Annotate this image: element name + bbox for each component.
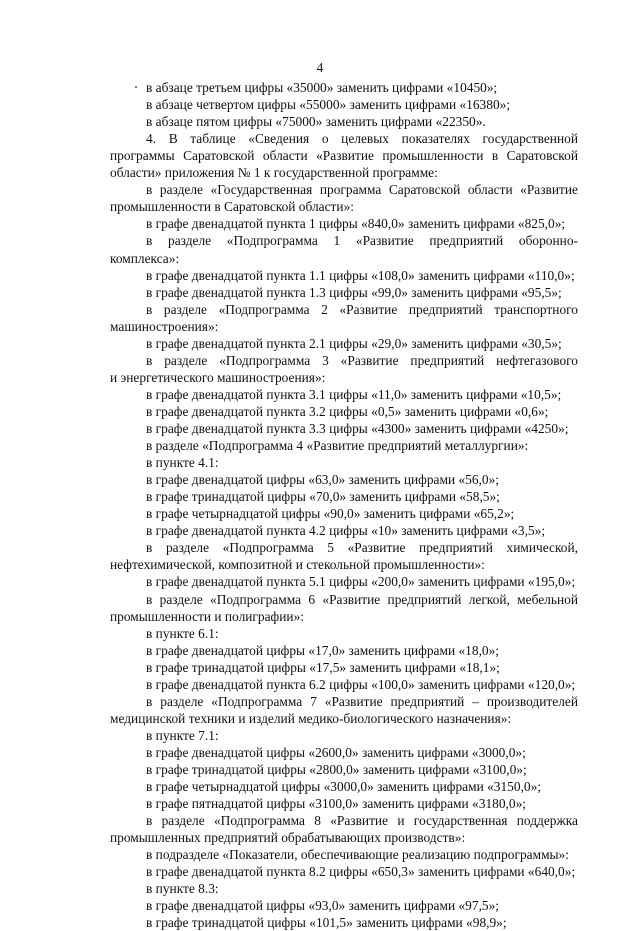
- text-line: в графе тринадцатой цифры «70,0» заменить цифрами «58,5»;: [146, 489, 500, 505]
- text-line: в графе двенадцатой пункта 3.2 цифры «0,5» заменить цифрами «0,6»;: [146, 403, 549, 419]
- scan-speck: [135, 86, 137, 88]
- page-number: 4: [316, 60, 324, 75]
- text-line: в графе двенадцатой пункта 5.1 цифры «200,0» заменить цифрами «195,0»;: [146, 574, 576, 590]
- text-line: в графе двенадцатой цифры «63,0» заменить цифрами «56,0»;: [146, 472, 500, 488]
- text-line: в графе двенадцатой пункта 2.1 цифры «29,0» заменить цифрами «30,5»;: [146, 335, 562, 351]
- text-line: в графе тринадцатой цифры «2800,0» заменить цифрами «3100,0»;: [146, 762, 527, 777]
- text-line: в абзаце третьем цифры «35000» заменить цифрами «10450»;: [146, 80, 498, 95]
- text-line: в подразделе «Показатели, обеспечивающие реализацию подпрограммы»:: [146, 847, 569, 863]
- text-line: в графе двенадцатой пункта 4.2 цифры «10» заменить цифрами «3,5»;: [146, 523, 546, 539]
- text-line: 4. В таблице «Сведения о целевых показателях государственной: [146, 131, 578, 147]
- text-line: в разделе «Подпрограмма 4 «Развитие предприятий металлургии»:: [146, 438, 529, 454]
- text-line: в графе двенадцатой пункта 1.3 цифры «99,0» заменить цифрами «95,5»;: [146, 284, 562, 300]
- text-line: в разделе «Подпрограмма 3 «Развитие предприятий нефтегазового: [146, 352, 578, 368]
- text-line: в графе тринадцатой цифры «101,5» заменить цифрами «98,9»;: [146, 915, 507, 931]
- text-line: в графе двенадцатой пункта 6.2 цифры «100,0» заменить цифрами «120,0»;: [146, 676, 576, 692]
- text-line: промышленности и полиграфии»:: [110, 608, 304, 624]
- text-line: в графе двенадцатой пункта 3.3 цифры «4300» заменить цифрами «4250»;: [146, 421, 569, 436]
- text-line: в разделе «Подпрограмма 7 «Развитие предприятий – производителей: [146, 693, 578, 709]
- text-line: в графе двенадцатой пункта 1.1 цифры «108,0» заменить цифрами «110,0»;: [146, 267, 575, 283]
- text-line: в разделе «Государственная программа Саратовской области «Развитие: [146, 182, 578, 198]
- text-line: и энергетического машиностроения»:: [110, 369, 326, 385]
- text-line: в графе двенадцатой пункта 3.1 цифры «11,0» заменить цифрами «10,5»;: [146, 386, 562, 402]
- text-line: в графе четырнадцатой цифры «3000,0» заменить цифрами «3150,0»;: [146, 779, 542, 795]
- text-line: промышленных предприятий обрабатывающих производств»:: [110, 830, 466, 846]
- text-line: в графе двенадцатой пункта 8.2 цифры «650,3» заменить цифрами «640,0»;: [146, 864, 576, 880]
- text-line: в пункте 7.1:: [146, 727, 219, 743]
- text-line: в разделе «Подпрограмма 5 «Развитие предприятий химической,: [146, 540, 578, 556]
- text-line: в графе двенадцатой цифры «93,0» заменить цифрами «97,5»;: [146, 898, 500, 914]
- text-line: в абзаце пятом цифры «75000» заменить цифрами «22350».: [146, 114, 486, 130]
- text-line: в разделе «Подпрограмма 2 «Развитие предприятий транспортного: [146, 301, 578, 317]
- text-line: программы Саратовской области «Развитие промышленности в Саратовской: [110, 148, 578, 164]
- text-line: в разделе «Подпрограмма 1 «Развитие предприятий оборонно-: [146, 233, 578, 249]
- text-line: промышленности в Саратовской области»:: [110, 199, 354, 215]
- text-line: комплекса»:: [110, 250, 180, 266]
- text-line: в пункте 6.1:: [146, 625, 219, 641]
- text-line: в графе четырнадцатой цифры «90,0» заменить цифрами «65,2»;: [146, 506, 515, 522]
- text-line: медицинской техники и изделий медико-биологического назначения»:: [110, 710, 512, 726]
- text-line: в разделе «Подпрограмма 6 «Развитие предприятий легкой, мебельной: [146, 591, 578, 607]
- text-line: в разделе «Подпрограмма 8 «Развитие и государственная поддержка: [146, 813, 578, 829]
- text-line: области» приложения № 1 к государственной программе:: [110, 165, 438, 181]
- text-line: нефтехимической, композитной и стекольной промышленности»:: [110, 557, 485, 573]
- text-line: в графе двенадцатой цифры «17,0» заменить цифрами «18,0»;: [146, 642, 500, 658]
- text-line: в абзаце четвертом цифры «55000» заменить цифрами «16380»;: [146, 97, 511, 113]
- text-line: в графе пятнадцатой цифры «3100,0» заменить цифрами «3180,0»;: [146, 796, 526, 812]
- text-line: в графе двенадцатой цифры «2600,0» заменить цифрами «3000,0»;: [146, 744, 526, 760]
- text-line: в пункте 4.1:: [146, 455, 219, 471]
- text-line: в пункте 8.3:: [146, 881, 219, 897]
- text-line: в графе тринадцатой цифры «17,5» заменить цифрами «18,1»;: [146, 659, 500, 675]
- text-line: машиностроения»:: [110, 318, 219, 334]
- text-line: в графе двенадцатой пункта 1 цифры «840,0» заменить цифрами «825,0»;: [146, 216, 566, 232]
